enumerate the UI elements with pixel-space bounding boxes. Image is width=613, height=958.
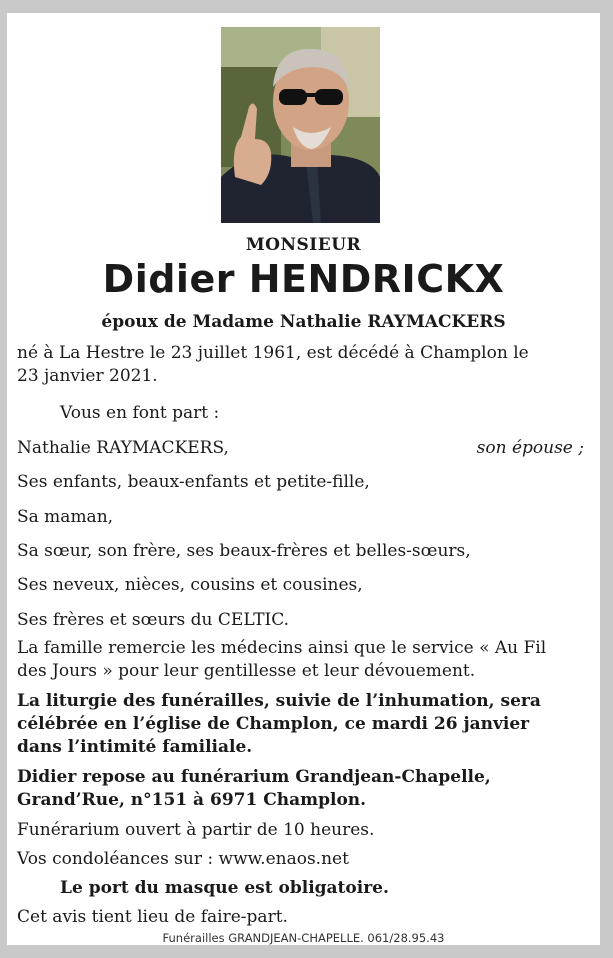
faire-part-notice: Cet avis tient lieu de faire-part. <box>17 907 288 927</box>
family-member: Ses neveux, nièces, cousins et cousines, <box>17 575 363 595</box>
opening-hours: Funérarium ouvert à partir de 10 heures. <box>17 820 375 840</box>
family-role: son épouse ; <box>476 438 584 458</box>
repose-line-1: Didier repose au funérarium Grandjean-Chapelle, <box>17 767 491 787</box>
liturgy-line-2: célébrée en l’église de Champlon, ce mardi 26 janvier <box>17 714 530 734</box>
family-member: Nathalie RAYMACKERS, <box>17 438 229 458</box>
liturgy-line-1: La liturgie des funérailles, suivie de l’inhumation, sera <box>17 691 541 711</box>
spouse-line: époux de Madame Nathalie RAYMACKERS <box>101 312 506 332</box>
condolences-line: Vos condoléances sur : www.enaos.net <box>17 849 349 869</box>
honorific: MONSIEUR <box>245 235 362 255</box>
mask-notice: Le port du masque est obligatoire. <box>60 878 389 898</box>
family-member: Sa maman, <box>17 507 114 527</box>
liturgy-line-3: dans l’intimité familiale. <box>17 737 253 757</box>
funeral-home-footer: Funérailles GRANDJEAN-CHAPELLE. 061/28.95.43 <box>162 931 445 945</box>
family-member: Ses frères et sœurs du CELTIC. <box>17 610 290 630</box>
family-member: Sa sœur, son frère, ses beaux-frères et belles-sœurs, <box>17 541 471 561</box>
repose-line-2: Grand’Rue, n°151 à 6971 Champlon. <box>17 790 367 810</box>
portrait-photo <box>221 27 380 223</box>
thanks-line-2: des Jours » pour leur gentillesse et leur dévouement. <box>17 661 476 681</box>
obituary-notice <box>7 13 600 945</box>
deceased-name: Didier HENDRICKX <box>102 257 505 301</box>
family-member: Ses enfants, beaux-enfants et petite-fille, <box>17 472 370 492</box>
thanks-line-1: La famille remercie les médecins ainsi que le service « Au Fil <box>17 638 547 658</box>
birth-death-line-2: 23 janvier 2021. <box>17 366 158 386</box>
birth-death-line-1: né à La Hestre le 23 juillet 1961, est décédé à Champlon le <box>17 343 529 363</box>
announcement: Vous en font part : <box>60 403 220 423</box>
